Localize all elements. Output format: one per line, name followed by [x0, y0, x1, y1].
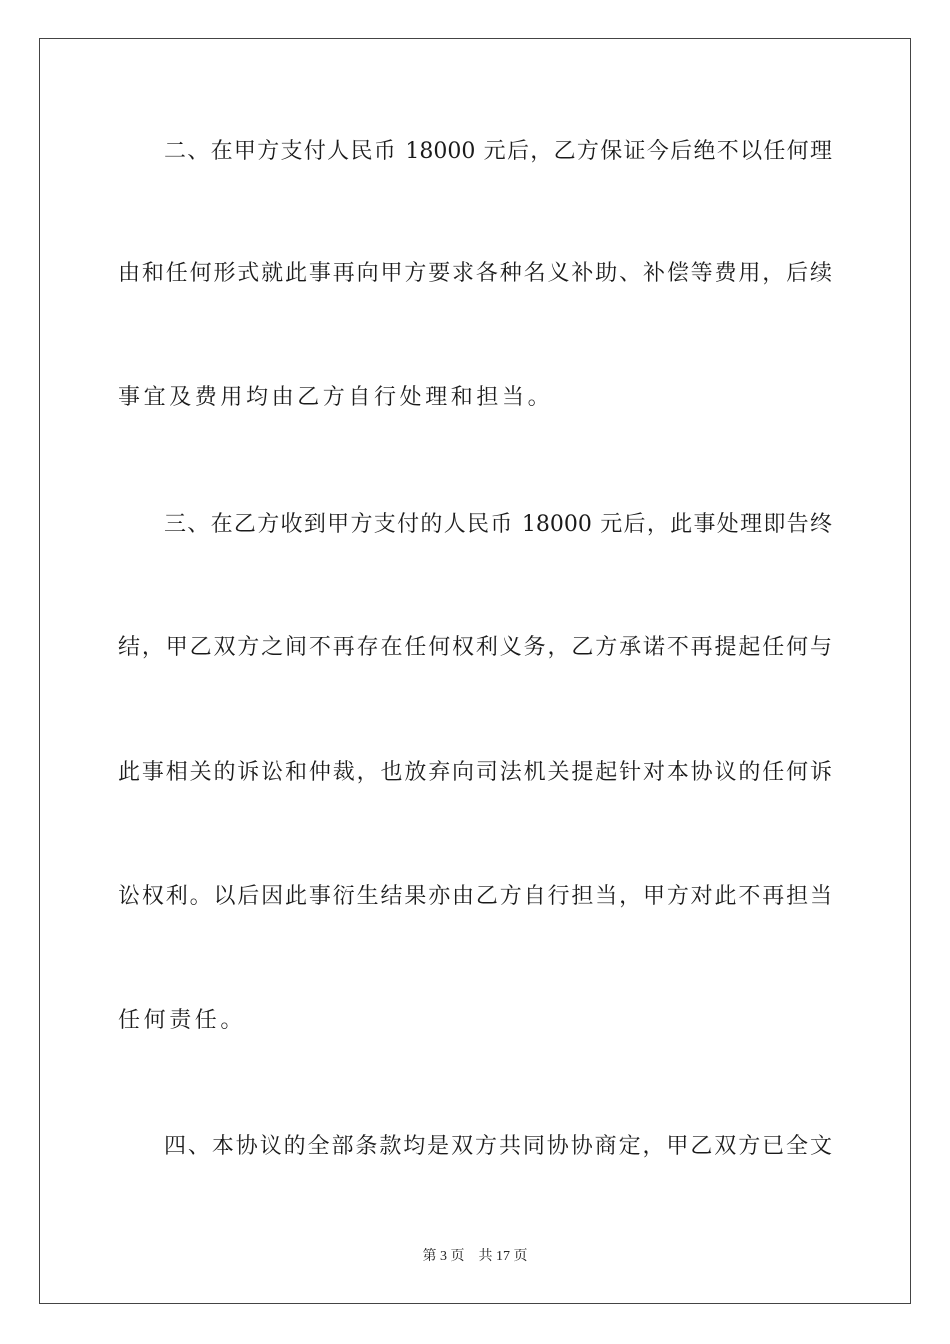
page-number: 第 3 页: [422, 1249, 465, 1264]
clause-4-line-1: 四、本协议的全部条款均是双方共同协协商定，甲乙双方已全文: [164, 1134, 832, 1159]
clause-3-line-4: 讼权利。以后因此事衍生结果亦由乙方自行担当，甲方对此不再担当: [118, 884, 832, 909]
page-footer: [0, 1248, 950, 1266]
clause-3-line-3: 此事相关的诉讼和仲裁，也放弃向司法机关提起针对本协议的任何诉: [118, 760, 832, 785]
page-border: [39, 38, 911, 1304]
clause-2-line-3: 事宜及费用均由乙方自行处理和担当。: [118, 385, 554, 410]
clause-3-line-1: 三、在乙方收到甲方支付的人民币 18000 元后，此事处理即告终: [164, 512, 832, 537]
clause-3-line-2: 结，甲乙双方之间不再存在任何权利义务，乙方承诺不再提起任何与: [118, 635, 832, 660]
page-total: 共 17 页: [478, 1249, 528, 1264]
clause-2-line-1: 二、在甲方支付人民币 18000 元后，乙方保证今后绝不以任何理: [164, 139, 832, 164]
clause-3-line-5: 任何责任。: [118, 1008, 247, 1033]
clause-2-line-2: 由和任何形式就此事再向甲方要求各种名义补助、补偿等费用，后续: [118, 261, 832, 286]
